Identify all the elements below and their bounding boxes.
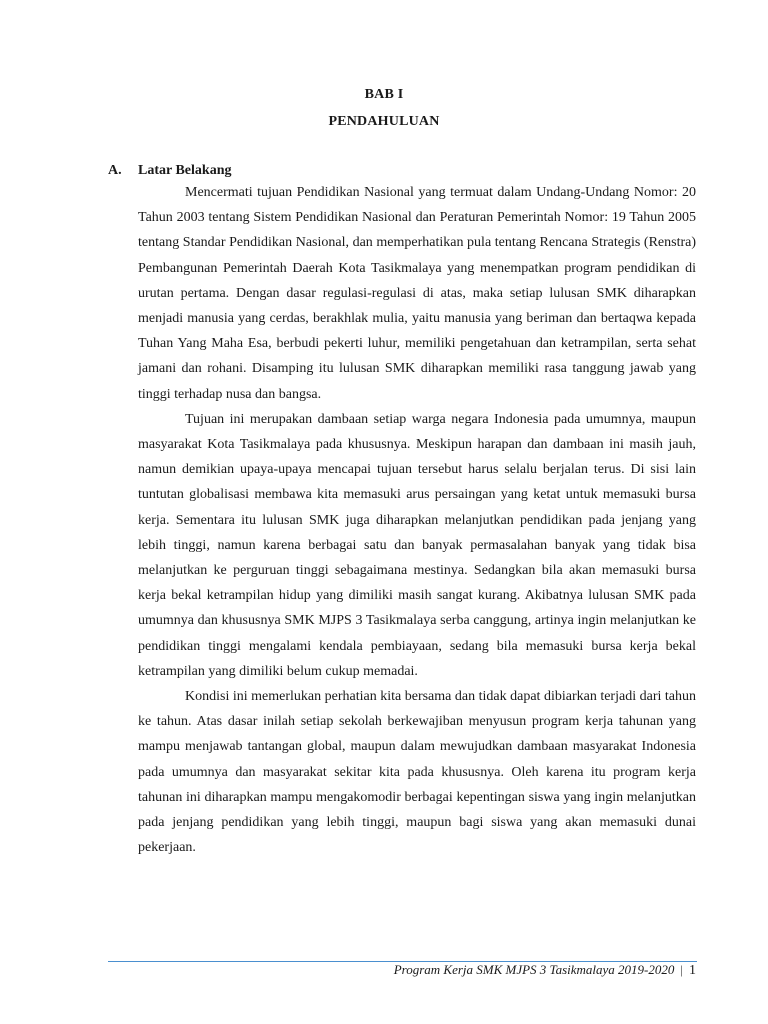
page-footer [394, 962, 696, 979]
paragraph-1: Mencermati tujuan Pendidikan Nasional yang termuat dalam Undang-Undang Nomor: 20 Tahun 2003 tentang Sistem Pendidikan Nasional dan Peraturan Pemerintah Nomor: 19 Tahun 2005 tentang Standar Pendidikan Nasional, dan memperhatikan pula tentang Rencana Strategis (Renstra) Pembangunan Pemerintah Daerah Kota Tasikmalaya yang menempatkan program pendidikan di urutan pertama. Dengan dasar regulasi-regulasi di atas, maka setiap lulusan SMK diharapkan menjadi manusia yang cerdas, berakhlak mulia, yaitu manusia yang beriman dan bertaqwa kepada Tuhan Yang Maha Esa, berbudi pekerti luhur, memiliki pengetahuan dan ketrampilan, serta sehat jamani dan rohani. Disamping itu lulusan SMK diharapkan memiliki rasa tanggung jawab yang tinggi terhadap nusa dan bangsa. [138, 185, 696, 402]
chapter-title: PENDAHULUAN [328, 114, 440, 129]
footer-separator: | [680, 962, 683, 977]
footer-text: Program Kerja SMK MJPS 3 Tasikmalaya 2019-2020 [393, 962, 675, 977]
page-number: 1 [689, 963, 696, 978]
paragraph-2: Tujuan ini merupakan dambaan setiap warga negara Indonesia pada umumnya, maupun masyarakat Kota Tasikmalaya pada khususnya. Meskipun harapan dan dambaan ini masih jauh, namun demikian upaya-upaya mencapai tujuan tersebut harus selalu berjalan terus. Di sisi lain tuntutan globalisasi membawa kita memasuki arus persaingan yang ketat untuk memasuki bursa kerja. Sementara itu lulusan SMK juga diharapkan melanjutkan pendidikan pada jenjang yang lebih tinggi, namun karena berbagai satu dan banyak permasalahan banyak yang tidak bisa melanjutkan ke perguruan tinggi sebagaimana mestinya. Sedangkan bila akan memasuki bursa kerja bekal ketrampilan hidup yang dimiliki masih sangat kurang. Akibatnya lulusan SMK pada umumnya dan khususnya SMK MJPS 3 Tasikmalaya serba canggung, artinya ingin melanjutkan ke pendidikan tinggi mengalami kendala pembiayaan, sedang bila memasuki bursa kerja bekal ketrampilan yang dimiliki belum cukup memadai. [138, 411, 696, 679]
body-text [138, 180, 696, 860]
section-letter: A. [108, 163, 122, 178]
section-heading [108, 163, 231, 179]
chapter-number: BAB I [364, 87, 404, 102]
section-title: Latar Belakang [138, 163, 232, 178]
paragraph-3: Kondisi ini memerlukan perhatian kita bersama dan tidak dapat dibiarkan terjadi dari tahun ke tahun. Atas dasar inilah setiap sekolah berkewajiban menyusun program kerja tahunan yang mampu menjawab tantangan global, maupun dalam mewujudkan dambaan masyarakat Indonesia pada umumnya dan masyarakat sekitar kita pada khususnya. Oleh karena itu program kerja tahunan ini diharapkan mampu mengakomodir berbagai kepentingan siswa yang ingin melanjutkan pada jenjang pendidikan yang lebih tinggi, maupun bagi siswa yang akan memasuki dunai pekerjaan. [138, 689, 696, 856]
